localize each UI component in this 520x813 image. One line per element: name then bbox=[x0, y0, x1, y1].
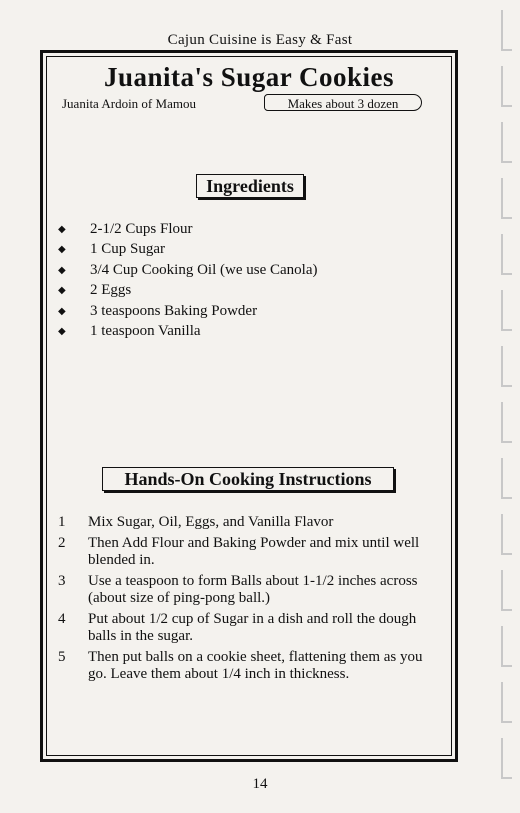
tab-mark bbox=[502, 570, 512, 610]
tab-mark bbox=[502, 738, 512, 778]
tab-mark bbox=[502, 10, 512, 50]
diamond-bullet-icon: ◆ bbox=[58, 305, 66, 317]
instructions-heading: Hands-On Cooking Instructions bbox=[102, 467, 394, 491]
diamond-bullet-icon: ◆ bbox=[58, 325, 66, 337]
instruction-step bbox=[58, 649, 438, 683]
tab-mark bbox=[502, 346, 512, 386]
instructions-list bbox=[58, 514, 438, 687]
step-text: Then put balls on a cookie sheet, flattening them as you go. Leave them about 1/4 inch in thickness. bbox=[88, 649, 423, 682]
diamond-bullet-icon: ◆ bbox=[58, 264, 66, 276]
page-number: 14 bbox=[252, 776, 268, 792]
step-number: 3 bbox=[58, 573, 66, 589]
tab-mark bbox=[502, 234, 512, 274]
tab-mark bbox=[502, 402, 512, 442]
diamond-bullet-icon: ◆ bbox=[58, 285, 66, 297]
ingredients-list bbox=[58, 219, 317, 341]
step-text: Then Add Flour and Baking Powder and mix until well blended in. bbox=[88, 535, 420, 568]
instruction-step bbox=[58, 535, 438, 569]
diamond-bullet-icon: ◆ bbox=[58, 224, 66, 235]
ingredient-item: ◆ 2 Eggs bbox=[58, 280, 317, 300]
tab-mark bbox=[502, 458, 512, 498]
recipe-yield-badge: Makes about 3 dozen bbox=[264, 94, 422, 111]
step-text: Use a teaspoon to form Balls about 1-1/2 inches across (about size of ping-pong ball.) bbox=[88, 573, 418, 606]
step-text: Put about 1/2 cup of Sugar in a dish and roll the dough balls in the sugar. bbox=[88, 611, 417, 644]
instruction-step bbox=[58, 611, 438, 645]
recipe-author: Juanita Ardoin of Mamou bbox=[62, 96, 196, 111]
step-number: 2 bbox=[58, 535, 66, 551]
tab-mark bbox=[502, 290, 512, 330]
instruction-step bbox=[58, 514, 438, 531]
tab-mark bbox=[502, 66, 512, 106]
ingredient-item: ◆ 3 teaspoons Baking Powder bbox=[58, 301, 317, 321]
tab-mark bbox=[502, 178, 512, 218]
diamond-bullet-icon: ◆ bbox=[58, 244, 66, 256]
tab-mark bbox=[502, 122, 512, 162]
ingredient-item: ◆ 1 Cup Sugar bbox=[58, 239, 317, 259]
binding-tab-marks bbox=[480, 0, 520, 813]
recipe-title: Juanita's Sugar Cookies bbox=[103, 62, 395, 92]
running-header: Cajun Cuisine is Easy & Fast bbox=[167, 32, 353, 48]
ingredient-item: ◆ 3/4 Cup Cooking Oil (we use Canola) bbox=[58, 260, 317, 280]
step-number: 4 bbox=[58, 611, 66, 627]
tab-mark bbox=[502, 514, 512, 554]
step-number: 1 bbox=[58, 514, 66, 530]
tab-mark bbox=[502, 682, 512, 722]
tab-mark bbox=[502, 626, 512, 666]
ingredient-item: ◆ 1 teaspoon Vanilla bbox=[58, 321, 317, 341]
step-text: Mix Sugar, Oil, Eggs, and Vanilla Flavor bbox=[88, 514, 334, 530]
step-number: 5 bbox=[58, 649, 66, 665]
ingredients-heading: Ingredients bbox=[196, 174, 304, 198]
ingredient-item: ◆ 2-1/2 Cups Flour bbox=[58, 219, 317, 239]
instruction-step bbox=[58, 573, 438, 607]
